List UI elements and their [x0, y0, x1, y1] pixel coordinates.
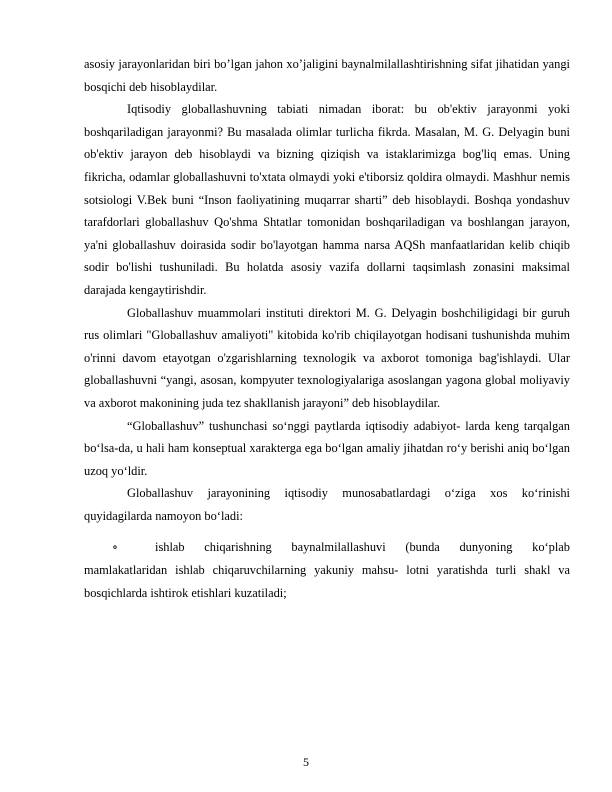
bullet-list-item — [84, 536, 570, 604]
document-body — [84, 53, 570, 604]
page-number: 5 — [303, 755, 309, 769]
paragraph-delyagin-group: Globallashuv muammolari instituti direktori M. G. Delyagin boshchiligidagi bir guruh rus olimlari "Globallashuv amaliyoti" kitobida ko'rib chiqilayotgan hodisani tushunishda muhim o'rinni davom etayotgan o'zgarishlarning texnologik va axborot tomoniga bag'ishlaydi. Ular globallashuvni “yangi, asosan, kompyuter texnologiyalariga asoslangan yagona global moliyaviy va axborot makonining juda tez shakllanish jarayoni” deb hisoblaydilar. — [84, 305, 570, 410]
paragraph-nature-of-globalization: Iqtisodiy globallashuvning tabiati nimadan iborat: bu ob'ektiv jarayonmi yoki boshqariladigan jarayonmi? Bu masalada olimlar turlicha fikrda. Masalan, M. G. Delyagin buni ob'ektiv jarayon deb hisoblaydi va bizning qiziqish va istaklarimizga bog'liq emas. Uning fikricha, odamlar globallashuvni to'xtata olmaydi yoki e'tiborsiz qoldira olmaydi. Mashhur nemis sotsiologi V.Bek buni “Inson faoliyatining muqarrar sharti” deb hisoblaydi. Boshqa yondashuv tarafdorlari globallashuv Qo'shma Shtatlar tomonidan boshqariladigan va boshlangan jarayon, ya'ni globallashuv doirasida sodir bo'layotgan hamma narsa AQSh manfaatlaridan kelib chiqib sodir bo'lishi tushuniladi. Bu holatda asosiy vazifa dollarni taqsimlash zonasini maksimal darajada kengaytirishdir. — [84, 102, 570, 297]
paragraph-globalization-concept: “Globallashuv” tushunchasi so‘nggi paytlarda iqtisodiy adabiyot- larda keng tarqalgan bo‘lsa-da, u hali ham konseptual xarakterga ega bo‘lgan amaliy jihatdan ro‘y berishi aniq bo‘lgan uzoq yo‘ldir. — [84, 418, 570, 478]
bullet-text: ishlab chiqarishning baynalmilallashuvi (bunda dunyoning ko‘plab mamlakatlaridan ishlab chiqaruvchilarning yakuniy mahsu- lotni yaratishda turli shakl va bosqichlarda ishtirok etishlari kuzatiladi; — [84, 540, 570, 600]
paragraph-manifestations-intro: Globallashuv jarayonining iqtisodiy munosabatlardagi o‘ziga xos ko‘rinishi quyidagilarda namoyon bo‘ladi: — [84, 486, 570, 523]
bullet-circle-icon: ∘ — [112, 540, 119, 555]
paragraph-continuation: asosiy jarayonlaridan biri bo’lgan jahon xo’jaligini baynalmilallashtirishning sifat jihatidan yangi bosqichi deb hisoblaydilar. — [84, 57, 570, 94]
